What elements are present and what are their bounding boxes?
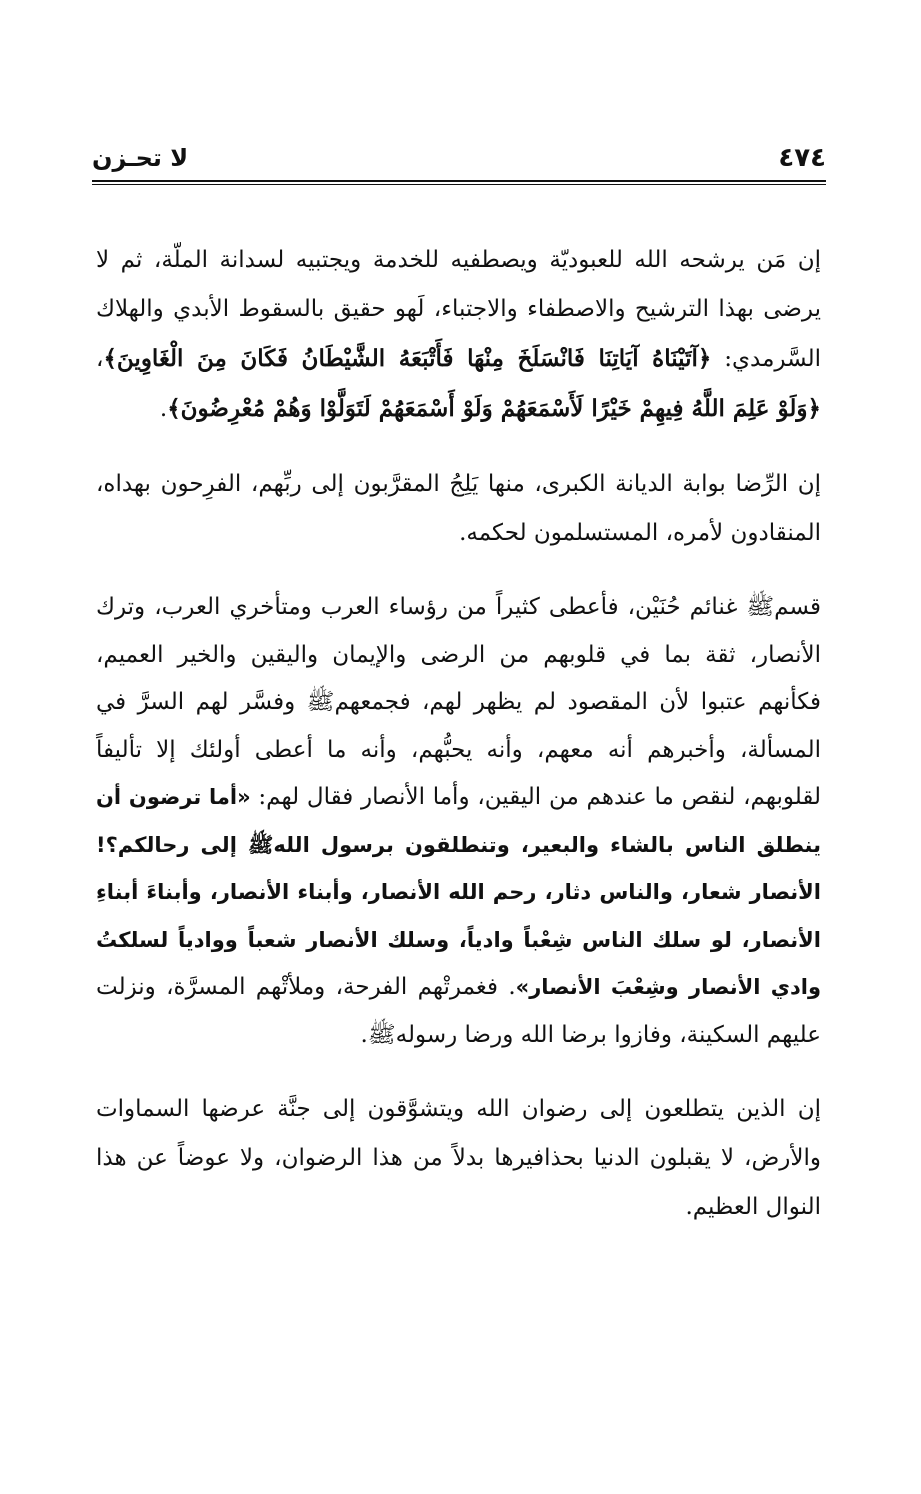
book-title: لا تحـزن [92,144,189,172]
paragraph-1-end: . [159,396,168,422]
page-header [92,138,826,182]
paragraph-3-narrative: قسمﷺ غنائم حُنَيْن، فأعطى كثيراً من رؤساء العرب ومتأخري العرب، وترك الأنصار، ثقة بما في قلوبهم من الرضى والإيمان واليقين والخير العميم، فكأنهم عتبوا لأن المقصود لم يظهر لهم، فجمعهمﷺ وفسَّر لهم السرَّ في المسألة، وأخبرهم أنه معهم، وأنه يحبُّهم، وأنه ما أعطى أولئك إلا تأليفاً لقلوبهم، لنقص ما عندهم من اليقين، وأما الأنصار فقال لهم: [96,594,821,810]
paragraph-2: إن الرِّضا بوابة الديانة الكبرى، منها يَلِجُ المقرَّبون إلى ربِّهم، الفرِحون بهداه، المنقادون لأمره، المستسلمون لحكمه. [96,471,821,546]
verse-separator: ، [96,346,104,372]
paragraph-1-intro: إن مَن يرشحه الله للعبوديّة ويصطفيه للخدمة ويجتبيه لسدانة الملّة، ثم لا يرضى بهذا الترشيح والاصطفاء والاجتباء، لَهو حقيق بالسقوط الأبدي والهلاك السَّرمدي: [96,247,821,372]
page-body [96,236,821,1258]
paragraph-1 [96,236,821,434]
header-rule [92,180,826,182]
quran-verse-2: ﴿وَلَوْ عَلِمَ اللَّهُ فِيهِمْ خَيْرًا لَأَسْمَعَهُمْ وَلَوْ أَسْمَعَهُمْ لَتَوَلَّوْا وَهُمْ مُعْرِضُونَ﴾ [167,395,821,422]
header-rule-thin [92,184,826,185]
paragraph-3 [96,584,821,1059]
hadith-quote: «أما ترضون أن ينطلق الناس بالشاء والبعير، وتنطلقون برسول اللهﷺ إلى رحالكم؟! الأنصار شعار، والناس دثار، رحم الله الأنصار، وأبناء الأنصار، وأبناءَ أبناءِ الأنصار، لو سلك الناس شِعْباً وادياً، وسلك الأنصار شعباً ووادياً لسلكتُ وادي الأنصار وشِعْبَ الأنصار» [96,785,822,999]
quran-verse-1: ﴿آتَيْنَاهُ آيَاتِنَا فَانْسَلَخَ مِنْهَا فَأَتْبَعَهُ الشَّيْطَانُ فَكَانَ مِنَ الْغَاوِينَ﴾ [103,345,712,372]
page-number: ٤٧٤ [778,143,826,173]
paragraph-3-conclusion: . فغمرتْهم الفرحة، وملأتْهم المسرَّة، ونزلت عليهم السكينة، وفازوا برضا الله ورضا رسولهﷺ. [96,974,821,1048]
paragraph-4: إن الذين يتطلعون إلى رضوان الله ويتشوَّقون إلى جنَّة عرضها السماوات والأرض، لا يقبلون الدنيا بحذافيرها بدلاً من هذا الرضوان، ولا عوضاً عن هذا النوال العظيم. [96,1096,821,1220]
